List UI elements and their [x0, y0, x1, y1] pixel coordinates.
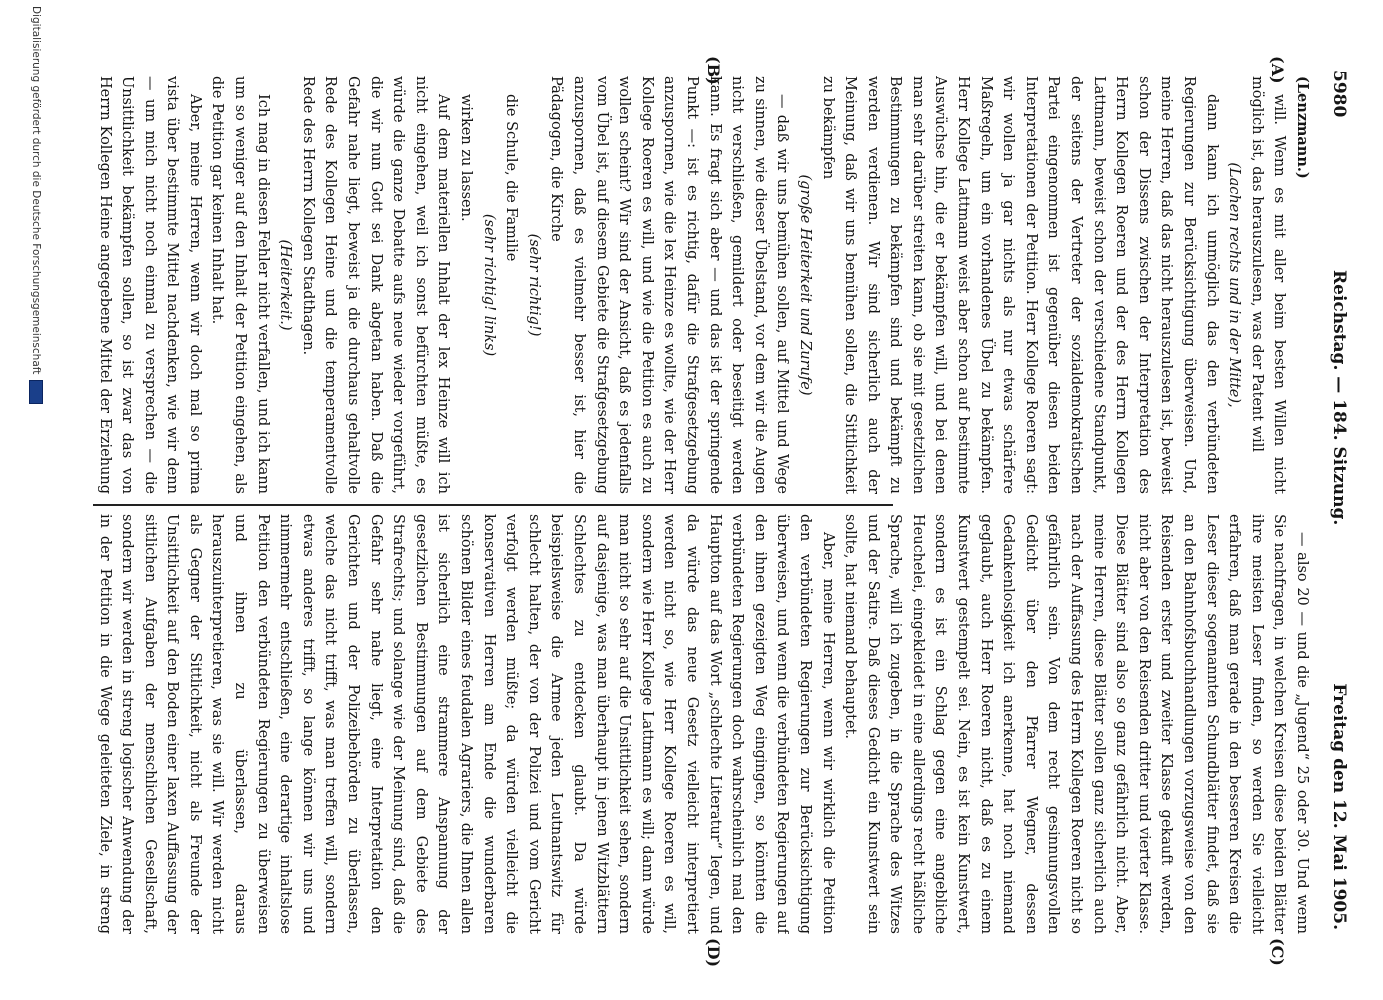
remark: (Heiterkeit.) — [277, 239, 294, 331]
text-column-left — [93, 76, 1313, 494]
remark: (sehr richtig! links) — [480, 213, 497, 357]
margin-mark-b: (B) — [704, 56, 723, 85]
page-header — [1313, 70, 1353, 930]
paragraph: will. Wenn es mit aller beim besten Willen nicht möglich ist, das herauszulesen, was der Patent will — [1248, 76, 1288, 494]
paragraph: Ich mag in diesen Fehler nicht verfallen, und ich kann um so weniger auf den Inhalt der Petition eingehen, als die Petition gar keinen Inhalt hat. — [209, 76, 271, 494]
paragraph: dann kann ich unmöglich das den verbündeten Regierungen zur Berücksichtigung überweisen. Und, meine Herren, daß das nicht herauszulesen ist, beweist schon der Dissens zwischen der Interpretation des Herrn Kollegen Roeren und der des Herrn Kollegen Lattmann, beweist schon der verschiedene Standpunkt, der seitens der Vertreter der sozialdemokratischen Partei eingenommen ist gegenüber diesen beiden Interpretationen der Petition. Herr Kollege Roeren sagt: wir wollen ja gar nichts als nur etwas schärfere Maßregeln, um ein vorhandenes Übel zu bekämpfen. Herr Kollege Lattmann weist aber schon auf bestimmte Auswüchse hin, die er bekämpfen will, und bei denen man sehr darüber streiten kann, ob sie mit gesetzlichen Bestimmungen zu bekämpfen sind und bekämpft zu werden verdienen. Wir sind sicherlich auch der Meinung, daß wir uns bemühen sollen, die Sittlichkeit zu bekämpfen — [819, 76, 1220, 494]
remark: (Lachen rechts und in der Mitte), — [1226, 162, 1243, 408]
remark: (große Heiterkeit und Zurufe) — [796, 174, 813, 396]
text-column-right — [93, 514, 1313, 934]
paragraph: die Schule, die Familie — [503, 94, 520, 262]
paragraph: — daß wir uns bemühen sollen, auf Mittel und Wege zu sinnen, wie dieser Übelstand, vor dem wir die Augen nicht verschließen, gemildert oder beseitigt werden kann. Es fragt sich aber — und das ist der springende Punkt —: ist es richtig, dafür die Strafgesetzgebung anzuspornen, wie die lex Heinze es wollte, wie der Herr Kollege Roeren es will, und wie die Petition es auch zu wollen scheint? Wir sind der Ansicht, daß es jedenfalls vom Übel ist, auf diesem Gebiete die Strafgesetzgebung anzuspornen, daß es vielmehr besser ist, hier die Pädagogen, die Kirche — [548, 76, 791, 494]
margin-mark-a: (A) — [1268, 56, 1287, 84]
dfg-logo-icon — [29, 380, 43, 404]
paragraph: Aber, meine Herren, wenn wir wirklich die Petition den verbündeten Regierungen zur Berücksichtigung überweisen, und wenn die verbündeten Regierungen auf den ihnen gezeigten Weg eingingen, so könnten die verbündeten Regierungen doch wahrscheinlich mal den Hauptton auf das Wort „schlechte Literatur“ legen, und da würde das neue Gesetz vielleicht interpretiert werden nicht so, wie Herr Kollege Roeren es will, sondern wie Herr Kollege Lattmann es will; dann würde man nicht so sehr auf die Unsittlichkeit sehen, sondern auf dasjenige, was man überhaupt in jenen Witzblättern Schlechtes zu entdecken glaubt. Da würde beispielsweise die Armee jeden Leutnantswitz für schlecht halten, der von der Polizei und vom Gericht verfolgt werden müßte; da würden vielleicht die konservativen Herren am Ende die wunderbaren schönen Bilder eines feudalen Agrariers, die Ihnen allen ist sicherlich eine strammere Anspannung der gesetzlichen Bestimmungen auf dem Gebiete des Strafrechts; und solange wie der Meinung sind, daß die Gefahr sehr nahe liegt, eine Interpretation den Gerichten und der Polizeibehörden zu überlassen, welche das nicht trifft, was man treffen will, sondern etwas anderes trifft, so lange können wir uns und nimmermehr entschließen, eine derartige inhaltslose Petition den verbündeten Regierungen zu überweisen und ihnen zu überlassen, daraus herauszuinterpretieren, was sie will. Wir werden nicht als Gegner der Sittlichkeit, nicht als Freunde der Unsittlichkeit auf den Boden einer laxen Auffassung der sittlichen Aufgaben der menschlichen Gesellschaft, sondern wir werden in streng logischer Anwendung der in der Petition in die Wege geleiteten Ziele, in streng — [96, 514, 836, 934]
paragraph: Auf dem materiellen Inhalt der lex Heinze will ich nicht eingehen, weil ich sonst befürchten müßte, es würde die ganze Debatte aufs neue wieder vorgeführt, die wir nun Gott sei Dank abgetan haben. Daß die Gefahr nahe liegt, beweist ja die durchaus gehaltvolle Rede des Kollegen Heine und die temperamentvolle Rede des Herrn Kollegen Stadthagen. — [299, 76, 452, 494]
session-title: Reichstag. — 184. Sitzung. — [1329, 270, 1349, 526]
paragraph: wirken zu lassen. — [458, 94, 475, 222]
remark: (sehr richtig!) — [525, 233, 542, 337]
margin-mark-d: (D) — [704, 938, 723, 968]
page-number: 5980 — [1329, 70, 1349, 118]
speaker-label: (Lenzmann.) — [1294, 76, 1311, 179]
column-divider — [93, 504, 893, 506]
paragraph: — also 20 — und die „Jugend“ 25 oder 30. Und wenn Sie nachfragen, in welchen Kreisen diese beiden Blätter ihre meisten Leser finden, so werden Sie vielleicht erfahren, daß man gerade in den besseren Kreisen die Leser dieser sogenannten Schundblätter findet, daß sie an den Bahnhofsbuchhandlungen vorzugsweise von den Reisenden erster und zweiter Klasse gekauft werden, nicht aber von den Reisenden dritter und vierter Klasse. Diese Blätter sind also so ganz gefährlich nicht. Aber, meine Herren, diese Blätter sollen ganz sicherlich auch nach der Auffassung des Herrn Kollegen Roeren nicht so gefährlich sein. Von dem recht gesinnungsvollen Gedicht über den Pfarrer Wegner, dessen Gedankenlosigkeit ich anerkenne, hat noch niemand geglaubt, auch Herr Roeren nicht, daß es zu einem Kunstwert gestempelt sei. Nein, es ist kein Kunstwert, sondern es ist ein Schlag gegen eine angebliche Heuchelei, eingekleidet in eine allerdings recht häßliche Sprache, will ich zugeben, in die Sprache des Witzes und der Satire. Daß dieses Gedicht ein Kunstwert sein sollte, hat niemand behauptet. — [842, 514, 1310, 934]
digitization-credit — [29, 6, 43, 404]
margin-mark-c: (C) — [1268, 938, 1287, 966]
paragraph: Aber, meine Herren, wenn wir doch mal so prima vista über bestimmte Mittel nachdenken, wie wir denn — um mich nicht noch einmal zu versprechen — die Unsittlichkeit bekämpfen sollen, so ist zwar das von Herrn Kollegen Heine angegebene Mittel der Erziehung — [96, 76, 203, 494]
credit-text: Digitalisierung gefördert durch die Deutsche Forschungsgemeinschaft — [30, 6, 42, 375]
session-date: Freitag den 12. Mai 1905. — [1329, 683, 1349, 930]
